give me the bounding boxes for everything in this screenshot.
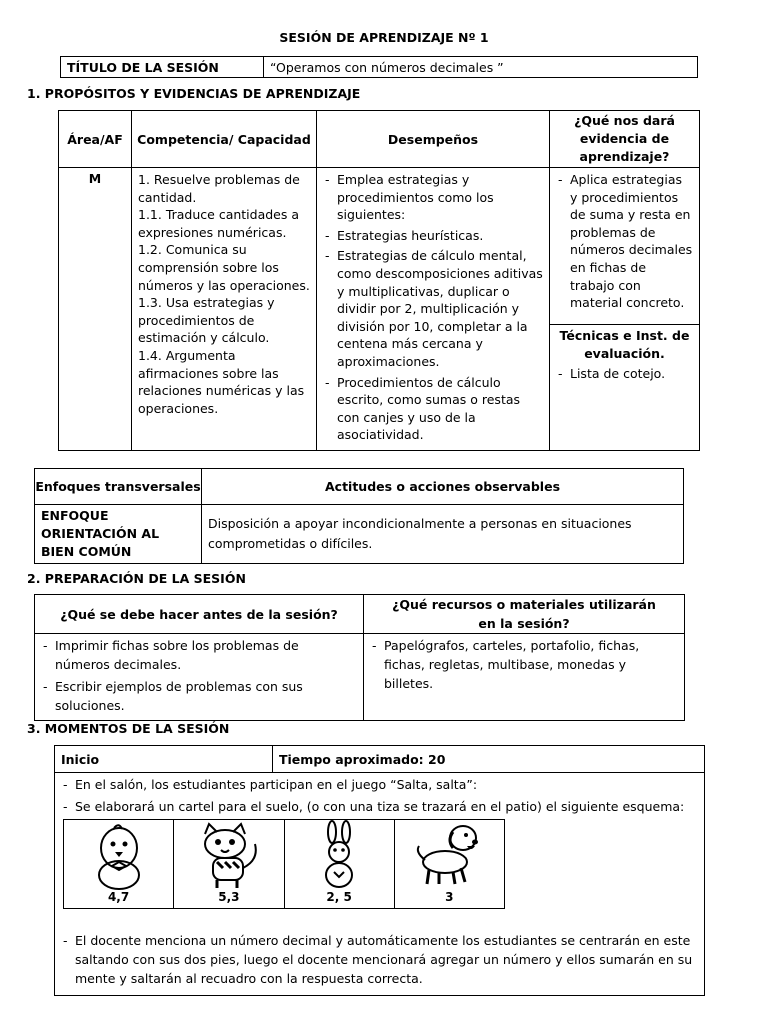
inicio-item: - El docente menciona un número decimal y automáticamente los estudiantes se centrarán en este saltando con sus dos pies, luego el docente mencionará agregar un número y ellos sumarán en su mente y saltarán al recuadro con la respuesta correcta. xyxy=(61,931,698,988)
antes-item: - Imprimir fichas sobre los problemas de números decimales. xyxy=(41,636,357,674)
enfoques-table xyxy=(34,468,684,564)
prep-antes-cell xyxy=(35,634,364,721)
section-2-heading: 2. PREPARACIÓN DE LA SESIÓN xyxy=(27,571,246,586)
inicio-label: Inicio xyxy=(55,746,273,773)
section-1-heading: 1. PROPÓSITOS Y EVIDENCIAS DE APRENDIZAJE xyxy=(27,86,361,101)
grid-number: 2, 5 xyxy=(326,890,352,904)
antes-item: - Escribir ejemplos de problemas con sus soluciones. xyxy=(41,677,357,715)
chick-icon xyxy=(84,820,154,892)
section-3-heading: 3. MOMENTOS DE LA SESIÓN xyxy=(27,721,230,736)
grid-cell-content xyxy=(64,820,173,907)
session-title-label: TÍTULO DE LA SESIÓN xyxy=(61,57,264,78)
competencia-line: 1.3. Usa estrategias y procedimientos de estimación y cálculo. xyxy=(138,295,275,346)
session-title-table xyxy=(60,56,698,78)
evidencia-box xyxy=(550,168,699,325)
grid-number: 4,7 xyxy=(107,890,130,904)
preparation-table xyxy=(34,594,685,721)
session-title-value: “Operamos con números decimales ” xyxy=(264,57,698,78)
evidencia-cell xyxy=(550,168,700,451)
actitud-value: Disposición a apoyar incondicionalmente a personas en situaciones comprometidas o difíciles. xyxy=(202,505,684,564)
grid-cell-content xyxy=(285,820,394,907)
competencia-line: 1. Resuelve problemas de cantidad. xyxy=(138,172,300,205)
grid-number: 5,3 xyxy=(218,890,240,904)
document-title: SESIÓN DE APRENDIZAJE Nº 1 xyxy=(279,30,489,45)
tecnicas-item: - Lista de cotejo. xyxy=(556,365,693,383)
prep-col2-header: ¿Qué recursos o materiales utilizarán en la sesión? xyxy=(364,595,685,634)
dog-icon xyxy=(409,820,489,892)
col-header-area: Área/AF xyxy=(59,111,132,168)
competencia-line: 1.4. Argumenta afirmaciones sobre las relaciones numéricas y las operaciones. xyxy=(138,347,305,416)
enfoques-col1-header: Enfoques transversales xyxy=(35,469,202,505)
col-header-competencia: Competencia/ Capacidad xyxy=(132,111,317,168)
grid-number: 3 xyxy=(445,890,454,904)
moments-table xyxy=(54,745,705,996)
enfoque-value: ENFOQUE ORIENTACIÓN AL BIEN COMÚN xyxy=(35,505,202,564)
tiempo-label: Tiempo aproximado: 20 xyxy=(273,746,705,773)
competencia-line: 1.2. Comunica su comprensión sobre los números y las operaciones. xyxy=(138,242,310,293)
col-header-evidencia: ¿Qué nos dará evidencia de aprendizaje? xyxy=(550,111,700,168)
area-value: M xyxy=(59,168,132,451)
rabbit-icon xyxy=(309,820,369,892)
desempeno-item: - Estrategias heurísticas. xyxy=(323,227,543,245)
desempenos-cell xyxy=(317,168,550,451)
purposes-table xyxy=(58,110,700,451)
enfoques-col2-header: Actitudes o acciones observables xyxy=(202,469,684,505)
inicio-item: - En el salón, los estudiantes participan en el juego “Salta, salta”: xyxy=(61,775,698,794)
col-header-desempenos: Desempeños xyxy=(317,111,550,168)
desempeno-item: - Emplea estrategias y procedimientos como los siguientes: xyxy=(323,171,543,224)
recursos-item: - Papelógrafos, carteles, portafolio, fichas, fichas, regletas, multibase, monedas y billetes. xyxy=(370,636,678,693)
tecnicas-box xyxy=(550,363,699,388)
prep-col1-header: ¿Qué se debe hacer antes de la sesión? xyxy=(35,595,364,634)
grid-cell xyxy=(394,820,504,909)
inicio-item: - Se elaborará un cartel para el suelo, (o con una tiza se trazará en el patio) el siguiente esquema: xyxy=(61,797,698,816)
desempeno-item: - Procedimientos de cálculo escrito, como sumas o restas con canjes y uso de la asociatividad. xyxy=(323,374,543,444)
desempeno-item: - Estrategias de cálculo mental, como descomposiciones aditivas y multiplicativas, duplicar o dividir por 2, multiplicación y división por 10, completar a la centena más cercana y aproximaciones. xyxy=(323,247,543,370)
grid-cell-content xyxy=(174,820,283,907)
prep-recursos-cell xyxy=(364,634,685,721)
inicio-content xyxy=(55,773,705,996)
grid-cell-content xyxy=(395,820,504,907)
grid-cell xyxy=(284,820,394,909)
grid-cell xyxy=(174,820,284,909)
tecnicas-heading: Técnicas e Inst. de evaluación. xyxy=(559,328,690,361)
competencia-line: 1.1. Traduce cantidades a expresiones numéricas. xyxy=(138,207,300,240)
evidencia-item: - Aplica estrategias y procedimientos de suma y resta en problemas de números decimales en fichas de trabajo con material concreto. xyxy=(556,171,693,312)
cat-icon xyxy=(189,820,269,892)
competencia-cell xyxy=(132,168,317,451)
grid-cell xyxy=(64,820,174,909)
jump-grid xyxy=(63,819,505,909)
